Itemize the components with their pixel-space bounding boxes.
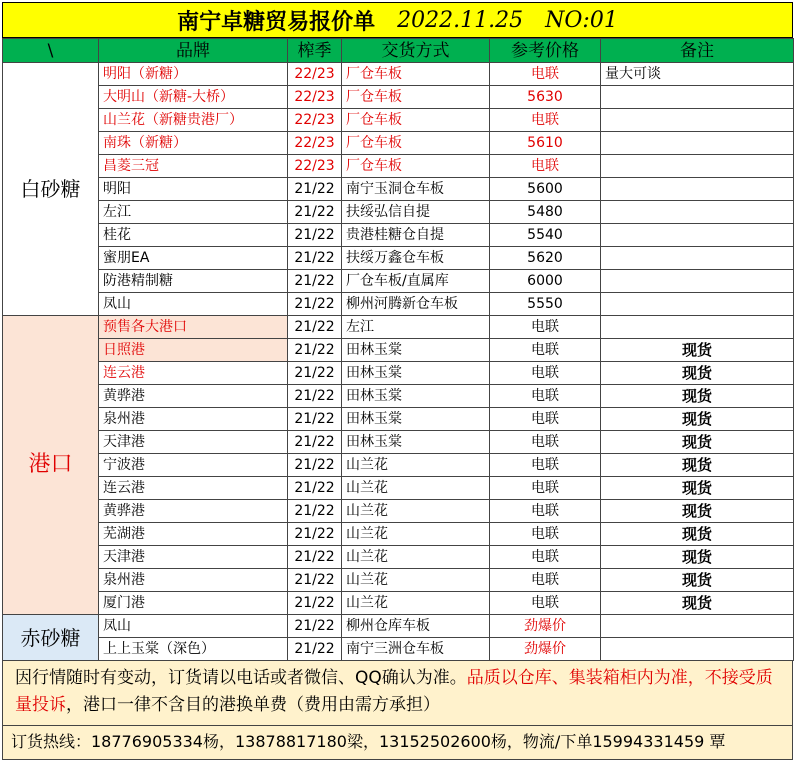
season-cell: 21/22	[288, 546, 342, 569]
price-cell: 电联	[490, 523, 601, 546]
note-cell: 现货	[601, 339, 794, 362]
season-cell: 22/23	[288, 109, 342, 132]
note-cell	[601, 224, 794, 247]
table-row	[3, 592, 794, 615]
header-note: 备注	[601, 39, 794, 63]
season-cell: 21/22	[288, 431, 342, 454]
price-cell: 电联	[490, 431, 601, 454]
note-cell: 现货	[601, 523, 794, 546]
brand-cell: 山兰花（新糖贵港厂）	[99, 109, 288, 132]
table-row	[3, 316, 794, 339]
notice-box	[2, 661, 793, 726]
price-cell: 电联	[490, 63, 601, 86]
brand-cell: 天津港	[99, 431, 288, 454]
season-cell: 21/22	[288, 592, 342, 615]
price-cell: 电联	[490, 155, 601, 178]
brand-cell: 黄骅港	[99, 500, 288, 523]
quote-number: NO:01	[545, 7, 618, 33]
note-cell: 现货	[601, 546, 794, 569]
price-cell: 电联	[490, 569, 601, 592]
note-cell: 现货	[601, 362, 794, 385]
table-row	[3, 638, 794, 661]
brand-cell: 桂花	[99, 224, 288, 247]
price-cell: 劲爆价	[490, 638, 601, 661]
header-delivery: 交货方式	[342, 39, 490, 63]
note-cell: 现货	[601, 431, 794, 454]
season-cell: 21/22	[288, 638, 342, 661]
delivery-cell: 厂仓车板	[342, 132, 490, 155]
delivery-cell: 南宁玉洞仓车板	[342, 178, 490, 201]
season-cell: 21/22	[288, 224, 342, 247]
season-cell: 21/22	[288, 569, 342, 592]
table-row	[3, 109, 794, 132]
season-cell: 21/22	[288, 477, 342, 500]
delivery-cell: 山兰花	[342, 477, 490, 500]
brand-cell: 左江	[99, 201, 288, 224]
delivery-cell: 扶绥弘信自提	[342, 201, 490, 224]
brand-cell: 凤山	[99, 615, 288, 638]
delivery-cell: 山兰花	[342, 569, 490, 592]
delivery-cell: 左江	[342, 316, 490, 339]
company-title: 南宁卓糖贸易报价单	[177, 9, 376, 35]
season-cell: 21/22	[288, 270, 342, 293]
order-hotline: 订货热线：18776905334杨，13878817180梁，13152502600杨，物流/下单15994331459 覃	[2, 726, 793, 760]
note-cell	[601, 109, 794, 132]
table-row	[3, 63, 794, 86]
brand-cell: 连云港	[99, 477, 288, 500]
note-cell	[601, 247, 794, 270]
brand-cell: 日照港	[99, 339, 288, 362]
table-row	[3, 523, 794, 546]
season-cell: 21/22	[288, 454, 342, 477]
table-row	[3, 132, 794, 155]
category-white: 白砂糖	[3, 63, 99, 316]
delivery-cell: 厂仓车板	[342, 86, 490, 109]
table-row	[3, 431, 794, 454]
brand-cell: 泉州港	[99, 408, 288, 431]
season-cell: 21/22	[288, 339, 342, 362]
note-cell	[601, 132, 794, 155]
table-row	[3, 385, 794, 408]
price-cell: 5620	[490, 247, 601, 270]
brand-cell: 上上玉棠（深色）	[99, 638, 288, 661]
category-port: 港口	[3, 316, 99, 615]
price-cell: 5600	[490, 178, 601, 201]
brand-cell: 连云港	[99, 362, 288, 385]
brand-cell: 凤山	[99, 293, 288, 316]
brand-cell: 芜湖港	[99, 523, 288, 546]
price-cell: 电联	[490, 109, 601, 132]
brand-cell: 泉州港	[99, 569, 288, 592]
season-cell: 21/22	[288, 178, 342, 201]
season-cell: 21/22	[288, 293, 342, 316]
price-cell: 劲爆价	[490, 615, 601, 638]
delivery-cell: 田林玉棠	[342, 385, 490, 408]
note-cell	[601, 316, 794, 339]
delivery-cell: 田林玉棠	[342, 362, 490, 385]
note-cell: 现货	[601, 569, 794, 592]
note-cell	[601, 638, 794, 661]
season-cell: 21/22	[288, 247, 342, 270]
price-cell: 电联	[490, 339, 601, 362]
table-row	[3, 270, 794, 293]
price-cell: 5630	[490, 86, 601, 109]
price-cell: 电联	[490, 362, 601, 385]
table-row	[3, 408, 794, 431]
note-cell: 现货	[601, 477, 794, 500]
note-cell: 量大可谈	[601, 63, 794, 86]
delivery-cell: 山兰花	[342, 592, 490, 615]
note-cell	[601, 615, 794, 638]
table-row	[3, 477, 794, 500]
delivery-cell: 扶绥万鑫仓车板	[342, 247, 490, 270]
brand-cell: 黄骅港	[99, 385, 288, 408]
delivery-cell: 田林玉棠	[342, 339, 490, 362]
brand-cell: 南珠（新糖）	[99, 132, 288, 155]
season-cell: 21/22	[288, 201, 342, 224]
price-cell: 电联	[490, 546, 601, 569]
table-row	[3, 546, 794, 569]
price-cell: 电联	[490, 477, 601, 500]
header-brand: 品牌	[99, 39, 288, 63]
delivery-cell: 厂仓车板/直属库	[342, 270, 490, 293]
brand-cell: 天津港	[99, 546, 288, 569]
brand-cell: 厦门港	[99, 592, 288, 615]
price-cell: 电联	[490, 385, 601, 408]
brand-cell: 大明山（新糖-大桥）	[99, 86, 288, 109]
price-cell: 电联	[490, 316, 601, 339]
price-sheet	[2, 2, 793, 760]
season-cell: 21/22	[288, 615, 342, 638]
delivery-cell: 厂仓车板	[342, 63, 490, 86]
table-row	[3, 362, 794, 385]
season-cell: 22/23	[288, 155, 342, 178]
season-cell: 21/22	[288, 316, 342, 339]
price-cell: 电联	[490, 408, 601, 431]
price-cell: 5550	[490, 293, 601, 316]
delivery-cell: 贵港桂糖仓自提	[342, 224, 490, 247]
season-cell: 21/22	[288, 385, 342, 408]
brand-cell: 预售各大港口	[99, 316, 288, 339]
delivery-cell: 田林玉棠	[342, 408, 490, 431]
season-cell: 21/22	[288, 523, 342, 546]
table-row	[3, 201, 794, 224]
price-cell: 6000	[490, 270, 601, 293]
note-cell	[601, 293, 794, 316]
table-row	[3, 224, 794, 247]
price-cell: 5540	[490, 224, 601, 247]
notice-text-2: 品质以仓库、集装箱柜内为准，不接受质量投诉	[15, 668, 773, 715]
table-row	[3, 615, 794, 638]
price-table	[2, 38, 794, 661]
delivery-cell: 山兰花	[342, 546, 490, 569]
delivery-cell: 山兰花	[342, 454, 490, 477]
brand-cell: 蜜朋EA	[99, 247, 288, 270]
table-row	[3, 155, 794, 178]
table-row	[3, 500, 794, 523]
brand-cell: 昌菱三冠	[99, 155, 288, 178]
delivery-cell: 柳州河腾新仓车板	[342, 293, 490, 316]
table-row	[3, 178, 794, 201]
price-cell: 5480	[490, 201, 601, 224]
note-cell	[601, 178, 794, 201]
season-cell: 21/22	[288, 408, 342, 431]
price-cell: 电联	[490, 454, 601, 477]
delivery-cell: 田林玉棠	[342, 431, 490, 454]
table-row	[3, 86, 794, 109]
delivery-cell: 南宁三洲仓车板	[342, 638, 490, 661]
note-cell	[601, 270, 794, 293]
table-row	[3, 454, 794, 477]
season-cell: 21/22	[288, 362, 342, 385]
note-cell: 现货	[601, 385, 794, 408]
note-cell	[601, 201, 794, 224]
note-cell: 现货	[601, 408, 794, 431]
note-cell: 现货	[601, 592, 794, 615]
season-cell: 21/22	[288, 500, 342, 523]
notice-text-1: 因行情随时有变动，订货请以电话或者微信、QQ确认为准。	[15, 668, 467, 688]
notice-text-3: ，港口一律不含目的港换单费（费用由需方承担）	[66, 695, 440, 715]
delivery-cell: 柳州仓库车板	[342, 615, 490, 638]
season-cell: 22/23	[288, 86, 342, 109]
table-row	[3, 293, 794, 316]
note-cell: 现货	[601, 500, 794, 523]
delivery-cell: 山兰花	[342, 500, 490, 523]
brand-cell: 明阳（新糖）	[99, 63, 288, 86]
season-cell: 22/23	[288, 132, 342, 155]
title-bar	[2, 2, 793, 38]
season-cell: 22/23	[288, 63, 342, 86]
brand-cell: 宁波港	[99, 454, 288, 477]
table-row	[3, 569, 794, 592]
header-category: \	[3, 39, 99, 63]
category-redsugar: 赤砂糖	[3, 615, 99, 661]
price-cell: 电联	[490, 592, 601, 615]
quote-date: 2022.11.25	[397, 7, 524, 33]
brand-cell: 明阳	[99, 178, 288, 201]
price-cell: 5610	[490, 132, 601, 155]
note-cell: 现货	[601, 454, 794, 477]
delivery-cell: 厂仓车板	[342, 109, 490, 132]
table-header-row	[3, 39, 794, 63]
price-cell: 电联	[490, 500, 601, 523]
table-row	[3, 247, 794, 270]
note-cell	[601, 155, 794, 178]
delivery-cell: 厂仓车板	[342, 155, 490, 178]
brand-cell: 防港精制糖	[99, 270, 288, 293]
note-cell	[601, 86, 794, 109]
delivery-cell: 山兰花	[342, 523, 490, 546]
header-price: 参考价格	[490, 39, 601, 63]
table-row	[3, 339, 794, 362]
header-season: 榨季	[288, 39, 342, 63]
